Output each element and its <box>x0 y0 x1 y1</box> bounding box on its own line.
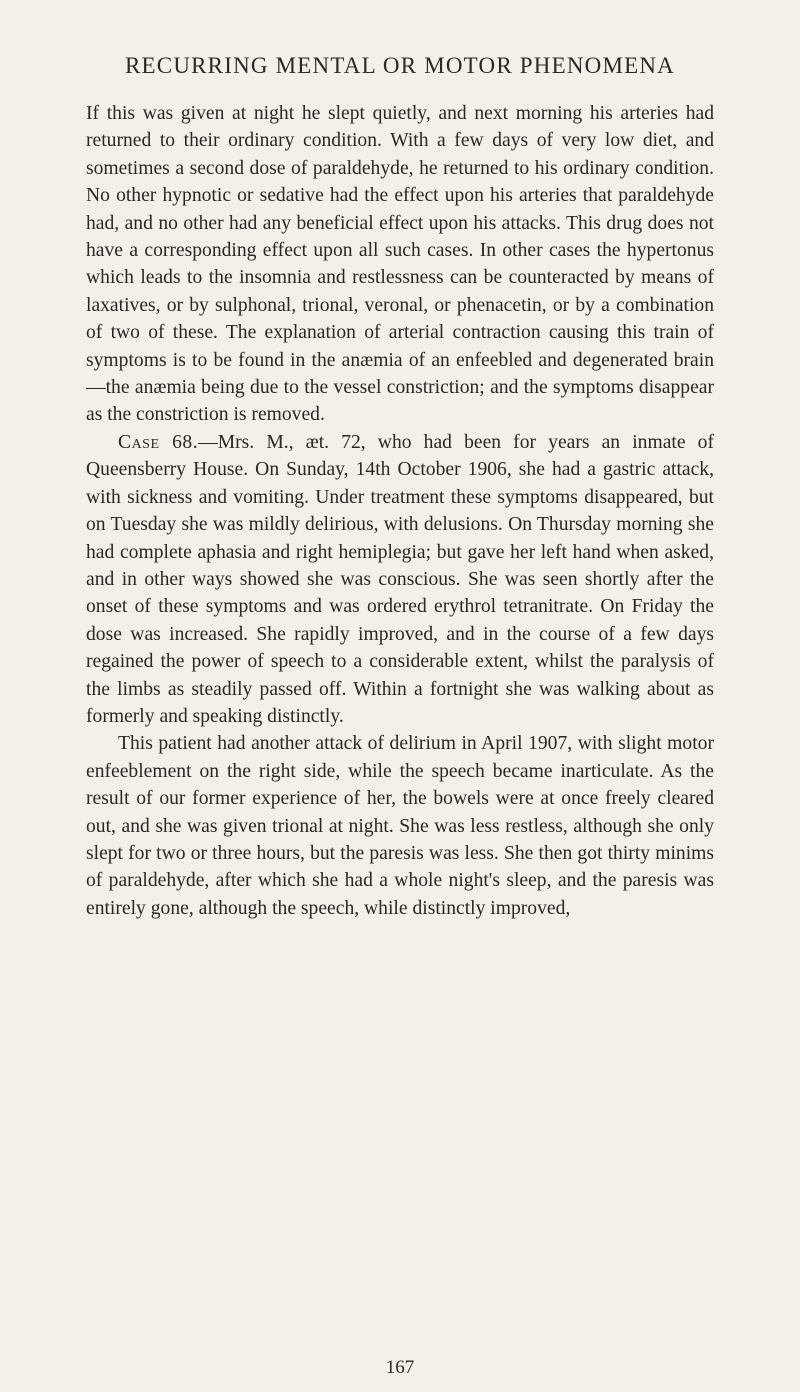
case-label: Case 68. <box>118 431 199 453</box>
body-text <box>86 100 714 922</box>
running-head: RECURRING MENTAL OR MOTOR PHENOMENA <box>124 53 675 78</box>
case-68-text: —Mrs. M., æt. 72, who had been for years an inmate of Queensberry House. On Sunday, 14th October 1906, she had a gastric attack, with sickness and vomiting. Under treatment these symptoms disappeared, but on Tuesday she was mildly delirious, with delusions. On Thursday morning she had complete aphasia and right hemiplegia; but gave her left hand when asked, and in other ways showed she was conscious. She was seen shortly after the onset of these symptoms and was ordered erythrol tetranitrate. On Friday the dose was increased. She rapidly improved, and in the course of a few days regained the power of speech to a considerable extent, whilst the paralysis of the limbs as steadily passed off. Within a fortnight she was walking about as formerly and speaking distinctly. <box>86 431 714 727</box>
paragraph-case-68 <box>86 429 714 730</box>
page-number: 167 <box>385 1357 415 1378</box>
paragraph-second-attack: This patient had another attack of delirium in April 1907, with slight motor enfeeblement on the right side, while the speech became inarticulate. As the result of our former experience of her, the bowels were at once freely cleared out, and she was given trional at night. She was less restless, although she only slept for two or three hours, but the paresis was less. She then got thirty minims of paraldehyde, after which she had a whole night's sleep, and the paresis was entirely gone, although the speech, while distinctly improved, <box>86 733 714 919</box>
paragraph-continuation: If this was given at night he slept quietly, and next morning his arteries had returned to their ordinary condition. With a few days of very low diet, and sometimes a second dose of paraldehyde, he returned to his ordinary condition. No other hypnotic or sedative had the effect upon his arteries that paraldehyde had, and no other had any beneficial effect upon his attacks. This drug does not have a corresponding effect upon all such cases. In other cases the hypertonus which leads to the insomnia and restlessness can be counteracted by means of laxatives, or by sulphonal, trional, veronal, or phenacetin, or by a combination of two of these. The explanation of arterial contraction causing this train of symptoms is to be found in the anæmia of an enfeebled and degenerated brain—the anæmia being due to the vessel constriction; and the symptoms disappear as the constriction is removed. <box>86 103 714 426</box>
